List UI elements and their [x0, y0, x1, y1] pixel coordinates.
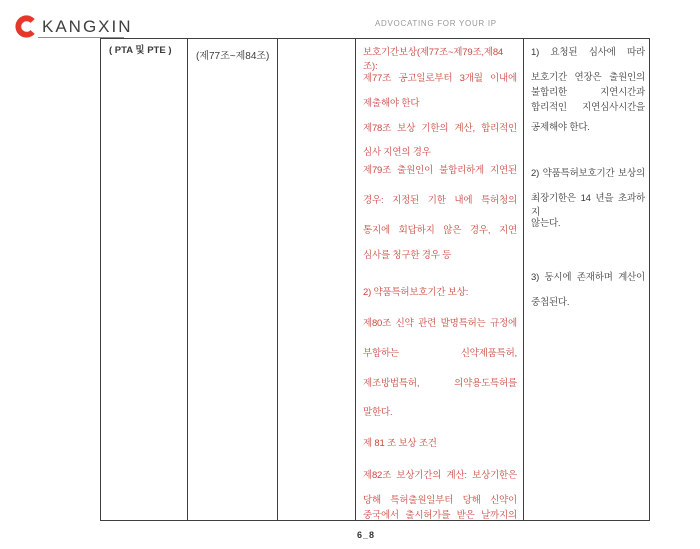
red-line: 통지에 회답하지 않은 경우, 지연 [363, 225, 517, 236]
red-line: 제80조 신약 관련 발명특허는 규정에 [363, 318, 517, 329]
notes-line: 불합리한 지연시간과 [531, 87, 645, 98]
red-line: 제78조 보상 기한의 계산, 합리적인 [363, 123, 517, 134]
red-line: 제출해야 한다 [363, 98, 420, 109]
cell-provisions-red [356, 39, 524, 520]
cell-article-range-label: (제77조~제84조) [196, 51, 270, 62]
page-number: 6_8 [357, 530, 376, 540]
notes-line: 중첩된다. [531, 297, 570, 308]
red-line: 경우: 지정된 기한 내에 특허청의 [363, 195, 517, 206]
content-table [100, 38, 650, 521]
red-line: 말한다. [363, 407, 393, 418]
logo-c-icon [14, 13, 41, 40]
red-line: 심사를 청구한 경우 등 [363, 250, 452, 261]
notes-line: 합리적인 지연심사시간을 [531, 102, 645, 113]
red-line: 중국에서 출시허가를 받은 날까지의 [363, 510, 517, 521]
red-line: 당해 특허출원일부터 당해 신약이 [363, 495, 517, 506]
red-line: 제79조 출원인이 불합리하게 지연된 [363, 165, 517, 176]
notes-line: 1) 요청된 심사에 따라 [531, 47, 645, 58]
red-line: 보호기간보상(제77조~제79조,제84조): [363, 47, 503, 72]
notes-line: 보호기간 연장은 출원인의 [531, 72, 645, 83]
notes-line: 2) 약품특허보호기간 보상의 [531, 168, 645, 179]
red-line: 제조방법특허, 의약용도특허를 [363, 378, 517, 389]
cell-pta-pte-label: ( PTA 및 PTE ) [109, 45, 172, 56]
notes-line: 공제해야 한다. [531, 122, 590, 133]
cell-empty [278, 39, 356, 520]
red-line: 심사 지연의 경우 [363, 147, 431, 158]
notes-line: 최장기한은 14 년을 초과하지 [531, 193, 645, 218]
red-line: 부합하는 신약제품특허, [363, 348, 517, 359]
brand-wordmark: KANGXIN [42, 16, 133, 36]
red-line: 제 81 조 보상 조건 [363, 438, 437, 449]
cell-notes [524, 39, 651, 520]
notes-line: 않는다. [531, 218, 561, 229]
notes-line: 3) 동시에 존재하며 계산이 [531, 272, 645, 283]
red-line: 제77조 공고일로부터 3개월 이내에 [363, 73, 517, 84]
header-tagline: ADVOCATING FOR YOUR IP [375, 19, 497, 28]
cell-pta-pte [101, 39, 188, 520]
red-line: 제82조 보상기간의 계산: 보상기한은 [363, 470, 517, 481]
cell-article-range [188, 39, 278, 520]
red-line: 2) 약품특허보호기간 보상: [363, 287, 469, 298]
